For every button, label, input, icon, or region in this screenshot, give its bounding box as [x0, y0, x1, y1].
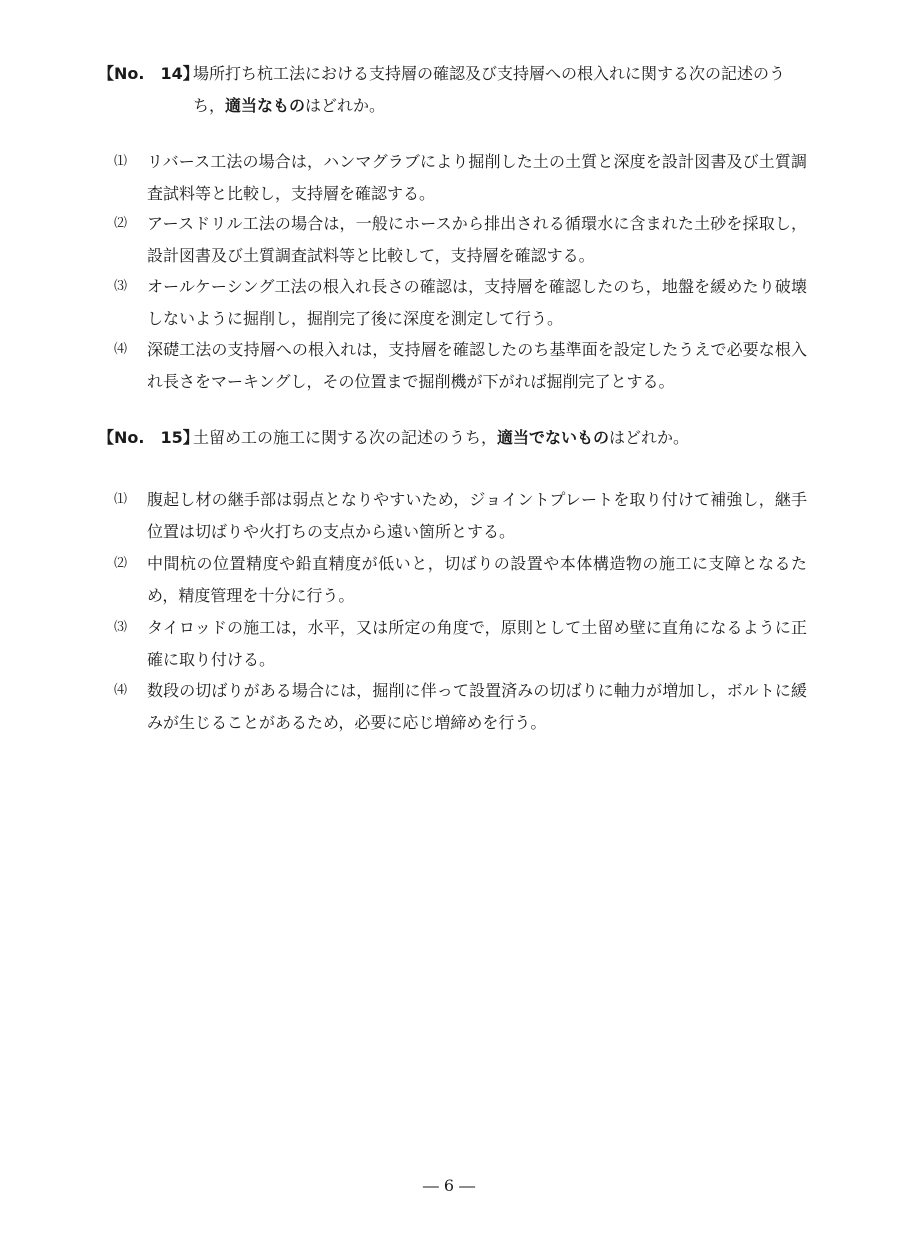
option-text: オールケーシング工法の根入れ長さの確認は，支持層を確認したのち，地盤を緩めたり破壊しないように掘削し，掘削完了後に深度を測定して行う。	[147, 277, 807, 328]
option-text: 数段の切ばりがある場合には，掘削に伴って設置済みの切ばりに軸力が増加し，ボルトに緩みが生じることがあるため，必要に応じ増締めを行う。	[147, 681, 807, 732]
option-text: アースドリル工法の場合は，一般にホースから排出される循環水に含まれた土砂を採取し，設計図書及び土質調査試料等と比較して，支持層を確認する。	[147, 214, 807, 265]
question-number: 【No. 14】	[98, 64, 199, 83]
option-text: 中間杭の位置精度や鉛直精度が低いと，切ばりの設置や本体構造物の施工に支障となるため，精度管理を十分に行う。	[147, 554, 807, 605]
option-text: タイロッドの施工は，水平，又は所定の角度で，原則として土留め壁に直角になるように正確に取り付ける。	[147, 618, 807, 669]
question-number: 【No. 15】	[98, 428, 199, 447]
option-label: ⑴	[114, 492, 128, 507]
option-label: ⑴	[114, 154, 128, 169]
option-text: 深礎工法の支持層への根入れは，支持層を確認したのち基準面を設定したうえで必要な根入れ長さをマーキングし，その位置まで掘削機が下がれば掘削完了とする。	[147, 340, 807, 391]
option-label: ⑵	[114, 556, 128, 571]
page-number: ― 6 ―	[422, 1176, 476, 1195]
option-label: ⑶	[114, 279, 128, 294]
option-label: ⑷	[114, 683, 128, 698]
question-text-before: 場所打ち杭工法における支持層の確認及び支持層への根入れに関する次の記述のうち，	[193, 64, 786, 115]
option-text: リバース工法の場合は，ハンマグラブにより掘削した土の土質と深度を設計図書及び土質調査試料等と比較し，支持層を確認する。	[147, 152, 807, 203]
option-label: ⑷	[114, 342, 128, 357]
question-text-before: 土留め工の施工に関する次の記述のうち，	[193, 428, 498, 447]
question-text-after: はどれか。	[305, 96, 386, 115]
option-text: 腹起し材の継手部は弱点となりやすいため，ジョイントプレートを取り付けて補強し，継手位置は切ばりや火打ちの支点から遠い箇所とする。	[147, 490, 807, 541]
question-text-after: はどれか。	[609, 428, 690, 447]
question-emphasis: 適当なもの	[225, 96, 306, 115]
question-text	[193, 422, 808, 454]
question-text	[193, 58, 808, 122]
question-emphasis: 適当でないもの	[497, 428, 610, 447]
option-label: ⑵	[114, 216, 128, 231]
option-label: ⑶	[114, 620, 128, 635]
